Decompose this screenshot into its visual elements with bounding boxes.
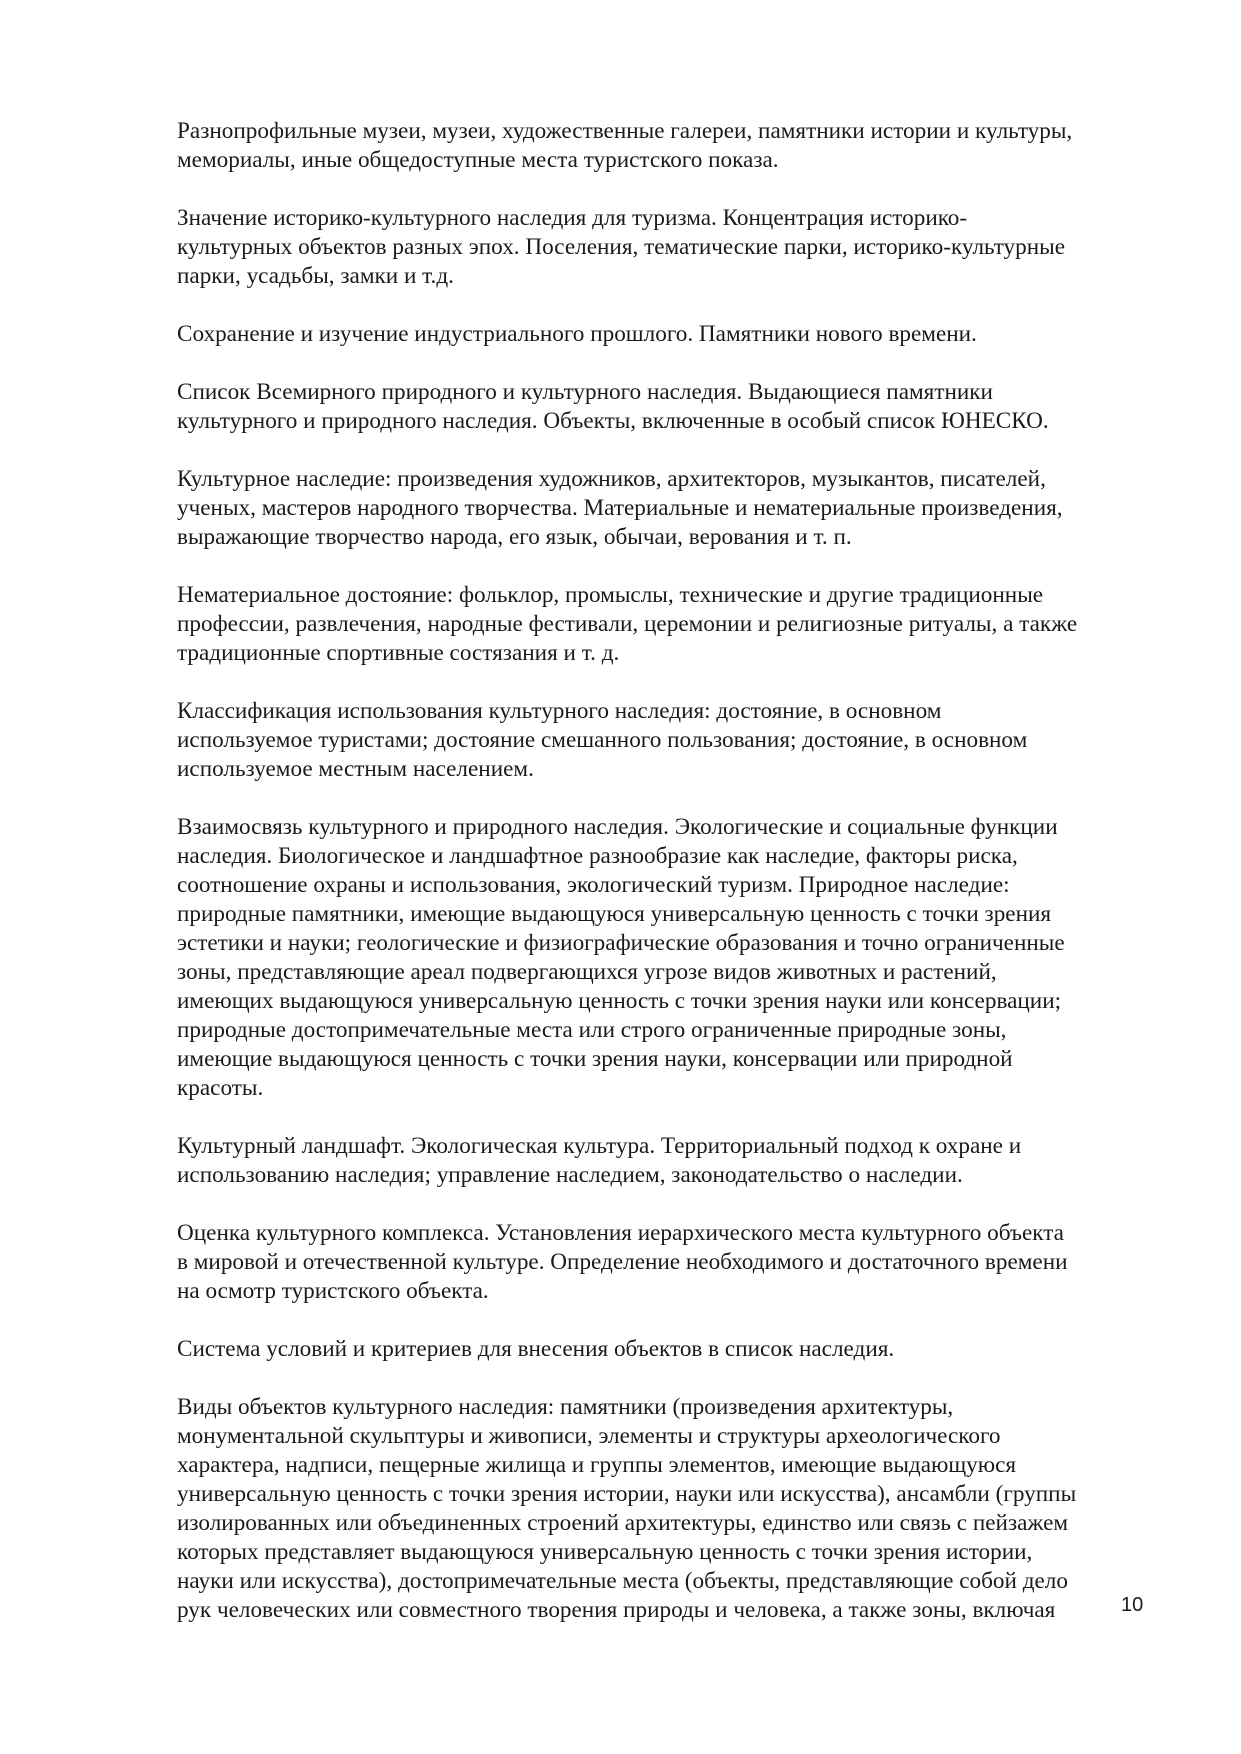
text-line: используемое местным населением. <box>177 756 534 782</box>
paragraph <box>177 1132 1162 1190</box>
paragraph <box>177 204 1162 291</box>
text-line: имеющих выдающуюся универсальную ценность с точки зрения науки или консервации; <box>177 988 1062 1014</box>
text-line: зоны, представляющие ареал подвергающихся угрозе видов животных и растений, <box>177 959 997 985</box>
text-line: в мировой и отечественной культуре. Определение необходимого и достаточного времени <box>177 1249 1068 1275</box>
text-line: Значение историко-культурного наследия для туризма. Концентрация историко- <box>177 205 968 231</box>
text-line: монументальной скульптуры и живописи, элементы и структуры археологического <box>177 1423 1001 1449</box>
text-line: использованию наследия; управление наследием, законодательство о наследии. <box>177 1162 963 1188</box>
document-body <box>177 117 1162 1654</box>
text-line: которых представляет выдающуюся универсальную ценность с точки зрения истории, <box>177 1539 1033 1565</box>
text-line: Сохранение и изучение индустриального прошлого. Памятники нового времени. <box>177 321 977 347</box>
paragraph <box>177 465 1162 552</box>
text-line: Список Всемирного природного и культурного наследия. Выдающиеся памятники <box>177 379 993 405</box>
paragraph <box>177 813 1162 1103</box>
text-line: выражающие творчество народа, его язык, обычаи, верования и т. п. <box>177 524 852 550</box>
text-line: на осмотр туристского объекта. <box>177 1278 489 1304</box>
paragraph <box>177 1335 1162 1364</box>
text-line: парки, усадьбы, замки и т.д. <box>177 263 454 289</box>
text-line: Разнопрофильные музеи, музеи, художественные галереи, памятники истории и культуры, <box>177 118 1073 144</box>
text-line: Виды объектов культурного наследия: памятники (произведения архитектуры, <box>177 1394 954 1420</box>
text-line: традиционные спортивные состязания и т. д. <box>177 640 620 666</box>
text-line: имеющие выдающуюся ценность с точки зрения науки, консервации или природной <box>177 1046 1013 1072</box>
text-line: культурного и природного наследия. Объекты, включенные в особый список ЮНЕСКО. <box>177 408 1049 434</box>
paragraph <box>177 117 1162 175</box>
text-line: Культурное наследие: произведения художников, архитекторов, музыкантов, писателей, <box>177 466 1046 492</box>
paragraph <box>177 697 1162 784</box>
text-line: природные памятники, имеющие выдающуюся универсальную ценность с точки зрения <box>177 901 1052 927</box>
text-line: профессии, развлечения, народные фестивали, церемонии и религиозные ритуалы, а также <box>177 611 1078 637</box>
text-line: мемориалы, иные общедоступные места туристского показа. <box>177 147 779 173</box>
text-line: Нематериальное достояние: фольклор, промыслы, технические и другие традиционные <box>177 582 1044 608</box>
text-line: ученых, мастеров народного творчества. Материальные и нематериальные произведения, <box>177 495 1063 521</box>
text-line: наследия. Биологическое и ландшафтное разнообразие как наследие, факторы риска, <box>177 843 1018 869</box>
paragraph <box>177 378 1162 436</box>
paragraph <box>177 1219 1162 1306</box>
text-line: науки или искусства), достопримечательные места (объекты, представляющие собой дело <box>177 1568 1068 1594</box>
paragraph <box>177 581 1162 668</box>
text-line: красоты. <box>177 1075 264 1101</box>
text-line: Взаимосвязь культурного и природного наследия. Экологические и социальные функции <box>177 814 1058 840</box>
paragraph <box>177 1393 1162 1625</box>
text-line: изолированных или объединенных строений архитектуры, единство или связь с пейзажем <box>177 1510 1069 1536</box>
text-line: Оценка культурного комплекса. Установления иерархического места культурного объекта <box>177 1220 1064 1246</box>
text-line: Культурный ландшафт. Экологическая культура. Территориальный подход к охране и <box>177 1133 1022 1159</box>
text-line: универсальную ценность с точки зрения истории, науки или искусства), ансамбли (группы <box>177 1481 1077 1507</box>
text-line: эстетики и науки; геологические и физиографические образования и точно ограниченные <box>177 930 1065 956</box>
text-line: культурных объектов разных эпох. Поселения, тематические парки, историко-культурные <box>177 234 1066 260</box>
text-line: природные достопримечательные места или строго ограниченные природные зоны, <box>177 1017 1007 1043</box>
text-line: Классификация использования культурного наследия: достояние, в основном <box>177 698 942 724</box>
paragraph <box>177 320 1162 349</box>
text-line: Система условий и критериев для внесения объектов в список наследия. <box>177 1336 895 1362</box>
page-number: 10 <box>1121 1594 1144 1616</box>
text-line: соотношение охраны и использования, экологический туризм. Природное наследие: <box>177 872 1010 898</box>
text-line: используемое туристами; достояние смешанного пользования; достояние, в основном <box>177 727 1028 753</box>
text-line: характера, надписи, пещерные жилища и группы элементов, имеющие выдающуюся <box>177 1452 1017 1478</box>
text-line: рук человеческих или совместного творения природы и человека, а также зоны, включая <box>177 1597 1056 1623</box>
